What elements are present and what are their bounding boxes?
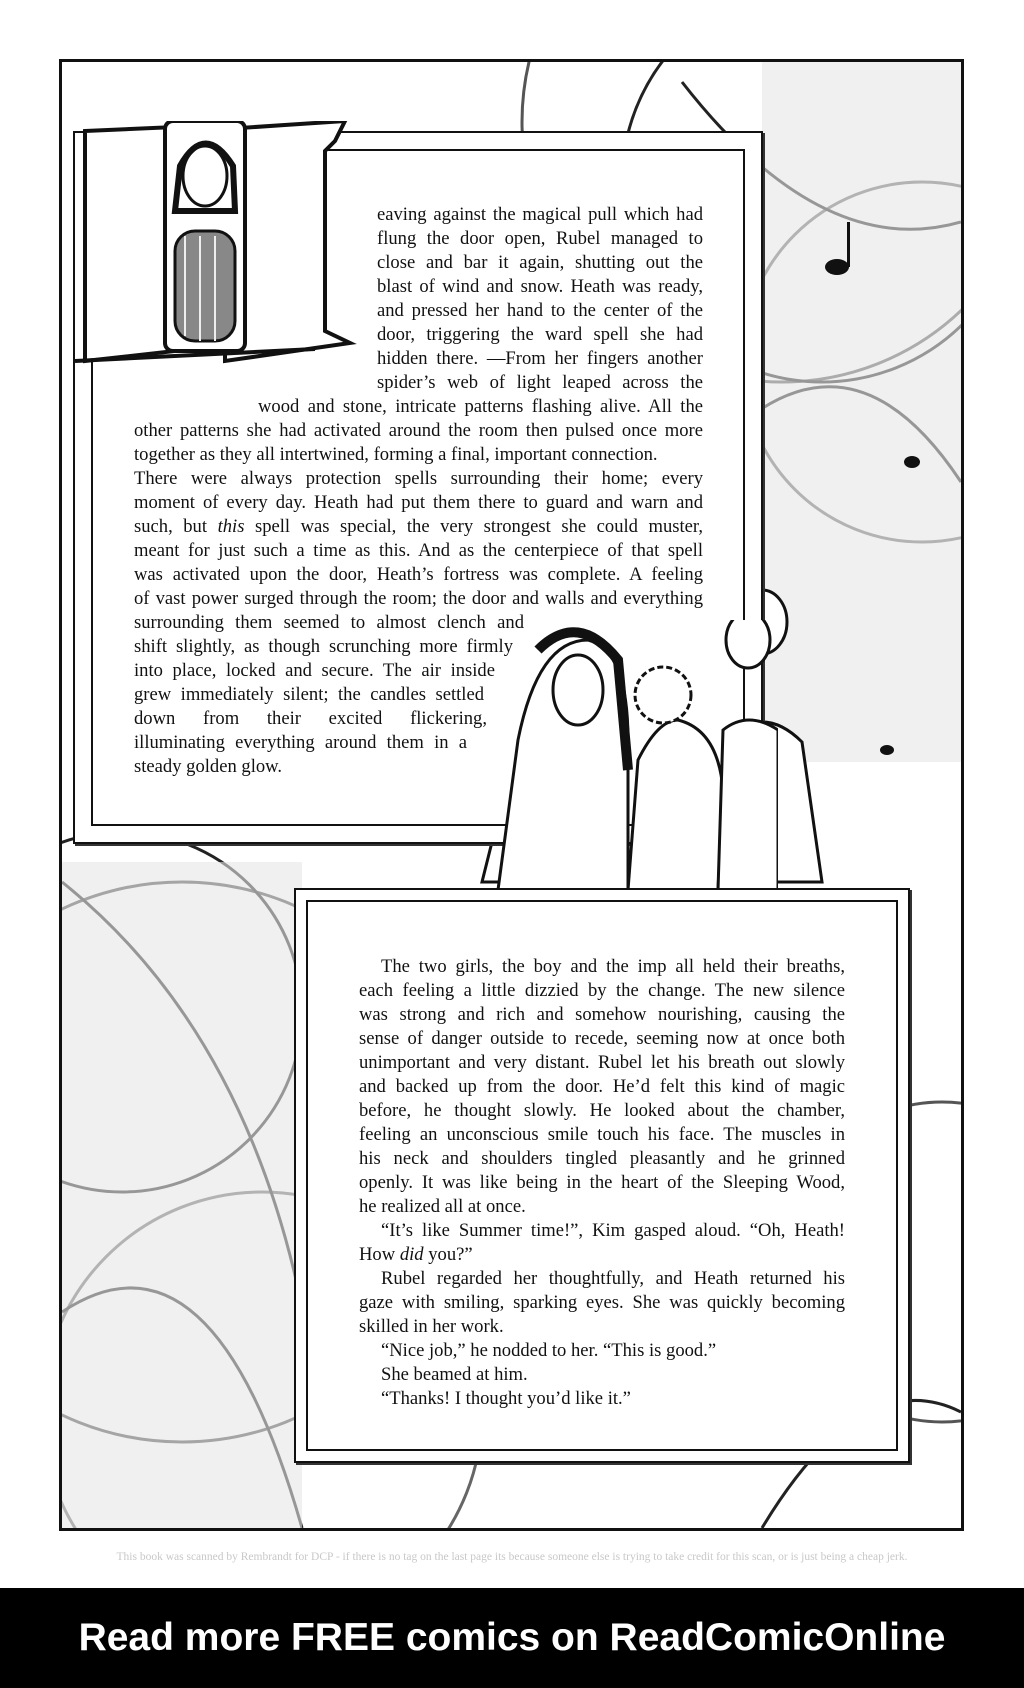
text-segment: grew immediately silent; the candles settled [134,684,484,705]
text-line [134,635,513,659]
text-segment: Rubel regarded her thoughtfully, and Heath returned his [381,1268,845,1289]
text-line [377,299,703,323]
text-line [359,1027,845,1051]
text-segment: and backed up from the door. He’d felt this kind of magic [359,1076,845,1097]
text-line [134,491,703,515]
text-line [134,563,703,587]
text-segment: spider’s web of light leaped across the [377,372,703,393]
text-segment: “Thanks! I thought you’d like it.” [381,1388,631,1409]
text-segment: down from their excited flickering, [134,708,487,729]
text-line [134,755,294,779]
text-line [377,203,703,227]
text-segment: door, triggering the ward spell she had [377,324,703,345]
text-line [134,467,703,491]
text-segment: was activated upon the door, Heath’s fortress was complete. A feeling [134,564,703,585]
text-segment: each feeling a little dizzied by the change. The new silence [359,980,845,1001]
text-line [134,683,484,707]
characters-overlap [478,620,778,890]
text-segment: of vast power surged through the room; the door and walls and everything [134,588,703,609]
text-segment: How [359,1244,400,1265]
text-line [377,251,703,275]
text-segment: he realized all at once. [359,1196,526,1217]
text-segment: The two girls, the boy and the imp all held their breaths, [381,956,845,977]
text-segment: other patterns she had activated around the room then pulsed once more [134,420,703,441]
text-line [134,707,487,731]
text-line [134,587,703,611]
text-segment: openly. It was like being in the heart of the Sleeping Wood, [359,1172,845,1193]
text-line [359,1147,845,1171]
text-segment: wood and stone, intricate patterns flashing alive. All the [258,396,703,417]
text-segment: you?” [423,1244,473,1265]
text-line [359,1003,845,1027]
text-line [359,979,845,1003]
text-line [381,1363,845,1387]
text-segment: She beamed at him. [381,1364,528,1385]
text-segment: “It’s like Summer time!”, Kim gasped aloud. “Oh, Heath! [381,1220,845,1241]
text-line [359,1075,845,1099]
text-segment: unimportant and very distant. Rubel let his breath out slowly [359,1052,845,1073]
text-line [359,1291,845,1315]
text-segment: close and bar it again, shutting out the [377,252,703,273]
text-line [134,731,467,755]
text-segment: shift slightly, as though scrunching more firmly [134,636,513,657]
italic-text: this [217,516,245,537]
text-line [359,1243,845,1267]
text-segment: There were always protection spells surrounding their home; every [134,468,703,489]
text-segment: sense of danger outside to recede, seeming now at once both [359,1028,845,1049]
text-line [359,1051,845,1075]
text-line [359,1171,845,1195]
text-segment: flung the door open, Rubel managed to [377,228,703,249]
text-line [381,1219,845,1243]
text-line [134,611,524,635]
promo-banner[interactable] [0,1588,1024,1688]
text-segment: was strong and rich and somehow nourishing, causing the [359,1004,845,1025]
text-segment: surrounding them seemed to almost clench and [134,612,524,633]
text-segment: eaving against the magical pull which had [377,204,703,225]
text-line [377,275,703,299]
text-segment: steady golden glow. [134,756,283,777]
text-segment: into place, locked and secure. The air inside [134,660,495,681]
text-segment: his neck and shoulders tingled pleasantly and he grinned [359,1148,845,1169]
text-line [359,1315,845,1339]
scan-credit-note: This book was scanned by Rembrandt for DCP - if there is no tag on the last page its because someone else is trying to take credit for this scan, or is just being a cheap jerk. [116,1551,908,1563]
text-line [381,1267,845,1291]
italic-text: did [399,1244,424,1265]
text-segment: illuminating everything around them in a [134,732,467,753]
text-line [134,515,703,539]
text-segment: hidden there. —From her fingers another [377,348,703,369]
text-segment: spell was special, the very strongest she could muster, [244,516,704,537]
text-line [134,419,703,443]
promo-banner-text[interactable]: Read more FREE comics on ReadComicOnline [78,1616,946,1659]
text-line [359,1123,845,1147]
text-segment: meant for just such a time as this. And as the centerpiece of that spell [134,540,703,561]
text-segment: and pressed her hand to the center of the [377,300,703,321]
text-line [134,539,703,563]
text-segment: gaze with smiling, sparking eyes. She was quickly becoming [359,1292,845,1313]
text-segment: “Nice job,” he nodded to her. “This is good.” [381,1340,717,1361]
text-line [134,659,495,683]
text-line [381,1387,845,1411]
text-segment: before, he thought slowly. He looked about the chamber, [359,1100,845,1121]
text-line [134,443,703,467]
text-segment: moment of every day. Heath had put them there to guard and warn and [134,492,703,513]
text-segment: blast of wind and snow. Heath was ready, [377,276,703,297]
illuminated-dropcap-h [75,121,357,383]
text-segment: such, but [134,516,218,537]
text-line [359,1099,845,1123]
text-line [381,955,845,979]
text-line [381,1339,845,1363]
text-line [258,395,703,419]
text-line [377,347,703,371]
text-line [359,1195,845,1219]
text-line [377,371,703,395]
text-segment: feeling an unconscious smile touch his face. The muscles in [359,1124,845,1145]
text-segment: skilled in her work. [359,1316,504,1337]
text-line [377,323,703,347]
text-line [377,227,703,251]
text-segment: together as they all intertwined, forming a final, important connection. [134,444,658,465]
